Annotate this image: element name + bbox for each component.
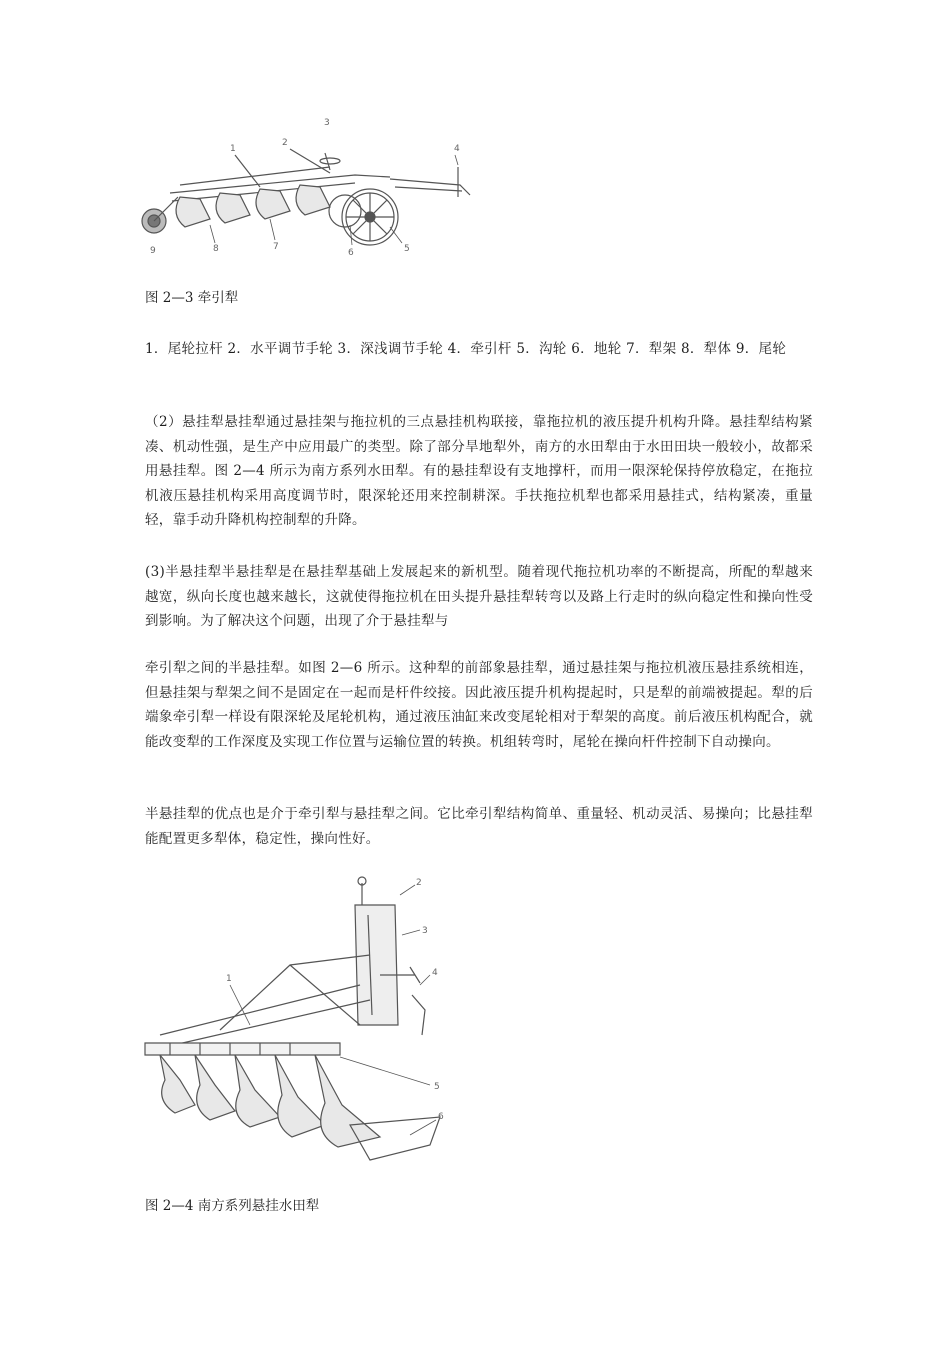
paragraph-semi-mounted-plow-cont: 牵引犁之间的半悬挂犁。如图 2—6 所示。这种犁的前部象悬挂犁，通过悬挂架与拖拉机液压悬挂系统相连，但悬挂架与犁架之间不是固定在一起而是杆件绞接。因此液压提升机构提起时，只是犁的前端被提起。犁的后端象牵引犁一样设有限深轮及尾轮机构，通过液压油缸来改变尾轮相对于犁架的高度。前后液压机构配合，就能改变犁的工作深度及实现工作位置与运输位置的转换。机组转弯时，尾轮在操向杆件控制下自动操向。	[145, 660, 813, 750]
part-label-9: 9	[150, 246, 156, 256]
paragraph-mounted-plow: （2）悬挂犁悬挂犁通过悬挂架与拖拉机的三点悬挂机构联接，靠拖拉机的液压提升机构升降。悬挂犁结构紧凑、机动性强，是生产中应用最广的类型。除了部分旱地犁外，南方的水田犁由于水田田块一般较小，故都采用悬挂犁。图 2—4 所示为南方系列水田犁。有的悬挂犁设有支地撑杆，而用一限深轮保持停放稳定，在拖拉机液压悬挂机构采用高度调节时，限深轮还用来控制耕深。手扶拖拉机犁也都采用悬挂式，结构紧凑，重量轻，靠手动升降机构控制犁的升降。	[145, 414, 813, 529]
figure-1-caption: 图 2—3 牵引犁	[145, 290, 239, 306]
part-label-6: 6	[348, 248, 354, 258]
part-label-5: 5	[404, 244, 410, 254]
paddy-plow-figure	[140, 875, 450, 1165]
parts-legend: 1．尾轮拉杆 2．水平调节手轮 3．深浅调节手轮 4．牵引杆 5．沟轮 6．地轮 7．犁架 8．犁体 9．尾轮	[145, 341, 787, 357]
paragraph-advantages: 半悬挂犁的优点也是介于牵引犁与悬挂犁之间。它比牵引犁结构简单、重量轻、机动灵活、易操向；比悬挂犁能配置更多犁体，稳定性，操向性好。	[145, 806, 813, 847]
part-label-3: 3	[324, 118, 330, 128]
part-label-2: 2	[416, 878, 422, 888]
part-label-8: 8	[213, 244, 219, 254]
part-label-4: 4	[432, 968, 438, 978]
trailed-plow-drawing	[140, 115, 480, 265]
figure-2-caption: 图 2—4 南方系列悬挂水田犁	[145, 1198, 320, 1214]
part-label-3: 3	[422, 926, 428, 936]
part-label-4: 4	[454, 144, 460, 154]
part-label-2: 2	[282, 138, 288, 148]
part-label-5: 5	[434, 1082, 440, 1092]
paragraph-semi-mounted-plow: (3)半悬挂犁半悬挂犁是在悬挂犁基础上发展起来的新机型。随着现代拖拉机功率的不断提高，所配的犁越来越宽，纵向长度也越来越长，这就使得拖拉机在田头提升悬挂犁转弯以及路上行走时的纵向稳定性和操向性受到影响。为了解决这个问题，出现了介于悬挂犁与	[145, 564, 813, 630]
paddy-plow-drawing	[140, 875, 450, 1165]
trailed-plow-figure	[140, 115, 480, 265]
part-label-1: 1	[230, 144, 236, 154]
part-label-6: 6	[438, 1112, 444, 1122]
part-label-7: 7	[273, 242, 279, 252]
part-label-1: 1	[226, 974, 232, 984]
